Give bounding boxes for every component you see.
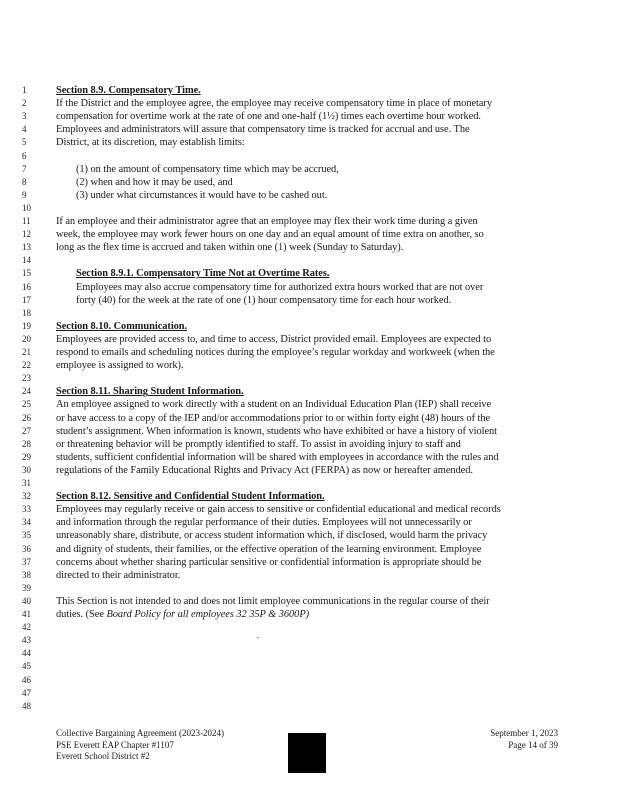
paragraph-line: students, sufficient confidential information will be shared with employees in accordance with the rules and xyxy=(56,451,499,463)
document-line xyxy=(0,215,620,228)
paragraph-line: employee is assigned to work). xyxy=(56,360,184,372)
document-line xyxy=(0,660,620,673)
line-number: 13 xyxy=(22,242,31,253)
document-line xyxy=(0,687,620,700)
document-line xyxy=(0,281,620,294)
policy-reference: Board Policy for all employees 32 35P & 3600P) xyxy=(106,609,310,620)
paragraph-line: Employees are provided access to, and time to access, District provided email. Employees are expected to xyxy=(56,333,492,345)
document-line xyxy=(0,438,620,451)
line-number: 47 xyxy=(22,687,31,698)
document-line xyxy=(0,674,620,687)
document-line xyxy=(0,110,620,123)
section-8-10-heading: Section 8.10. Communication. xyxy=(56,320,188,332)
footer-date: September 1, 2023 xyxy=(490,728,558,738)
footer-left xyxy=(56,728,224,763)
line-number: 2 xyxy=(22,98,27,109)
line-number: 28 xyxy=(22,438,31,449)
line-number: 46 xyxy=(22,674,31,685)
paragraph-line xyxy=(56,608,558,621)
line-number: 37 xyxy=(22,556,31,567)
document-line xyxy=(0,385,620,398)
footer-district: Everett School District #2 xyxy=(56,751,150,761)
document-line xyxy=(0,123,620,136)
list-item: (3) under what circumstances it would have to be cashed out. xyxy=(76,189,328,201)
document-line xyxy=(0,150,620,163)
document-line xyxy=(0,202,620,215)
document-line xyxy=(0,595,620,608)
line-number: 40 xyxy=(22,595,31,606)
paragraph-line: If an employee and their administrator agree that an employee may flex their work time during a given xyxy=(56,216,478,227)
paragraph-line: student’s assignment. When information is known, students who have exhibited or have a history of violent xyxy=(56,425,497,437)
line-number: 7 xyxy=(22,163,27,174)
paragraph-line: Employees and administrators will assure that compensatory time is tracked for accrual and use. The xyxy=(56,124,470,136)
line-number: 1 xyxy=(22,85,27,95)
line-number: 31 xyxy=(22,478,31,488)
document-line xyxy=(0,136,620,149)
paragraph-line: If the District and the employee agree, the employee may receive compensatory time in place of monetary xyxy=(56,98,492,110)
document-line xyxy=(0,503,620,516)
line-number: 10 xyxy=(22,202,31,213)
document-line xyxy=(0,556,620,569)
paragraph-line: long as the flex time is accrued and taken within one (1) week (Sunday to Saturday). xyxy=(56,242,404,254)
section-8-9-heading: Section 8.9. Compensatory Time. xyxy=(56,85,201,96)
list-item: (1) on the amount of compensatory time which may be accrued, xyxy=(76,163,339,175)
line-number: 41 xyxy=(22,609,31,619)
document-line xyxy=(0,621,620,634)
line-number: 4 xyxy=(22,124,27,135)
document-line xyxy=(0,477,620,490)
line-number: 45 xyxy=(22,661,31,672)
line-number: 32 xyxy=(22,491,31,502)
section-8-9-1-heading: Section 8.9.1. Compensatory Time Not at Overtime Rates. xyxy=(76,268,330,280)
line-number: 43 xyxy=(22,635,31,646)
line-number: 25 xyxy=(22,399,31,410)
paragraph-line: regulations of the Family Educational Rights and Privacy Act (FERPA) as now or hereafter amended. xyxy=(56,464,473,476)
line-number: 30 xyxy=(22,464,31,475)
line-number: 35 xyxy=(22,530,31,541)
line-number: 18 xyxy=(22,307,31,318)
document-line xyxy=(0,425,620,438)
line-number: 38 xyxy=(22,569,31,580)
section-8-11-heading: Section 8.11. Sharing Student Information. xyxy=(56,386,244,398)
footer-chapter: PSE Everett EAP Chapter #1107 xyxy=(56,739,174,750)
line-number: 34 xyxy=(22,517,31,528)
document-line xyxy=(0,97,620,110)
line-number: 8 xyxy=(22,176,27,187)
line-number: 16 xyxy=(22,281,31,292)
line-number: 3 xyxy=(22,111,27,122)
line-number: 39 xyxy=(22,582,31,593)
line-number: 22 xyxy=(22,360,31,371)
paragraph-line: week, the employee may work fewer hours on one day and an equal amount of time extra on another, so xyxy=(56,229,484,241)
document-line xyxy=(0,398,620,411)
document-line xyxy=(0,412,620,425)
paragraph-line: compensation for overtime work at the rate of one and one-half (1½) times each overtime hour worked. xyxy=(56,111,481,123)
document-line xyxy=(0,176,620,189)
policy-reference-prefix: duties. (See xyxy=(56,609,107,620)
line-number: 44 xyxy=(22,648,31,659)
paragraph-line: District, at its discretion, may establish limits: xyxy=(56,137,245,149)
line-number: 36 xyxy=(22,543,31,554)
paragraph-line: Employees may regularly receive or gain access to sensitive or confidential educational and medical records xyxy=(56,504,501,516)
line-number: 48 xyxy=(22,700,31,711)
redaction-block xyxy=(288,733,326,773)
paragraph-line: This Section is not intended to and does not limit employee communications in the regular course of their xyxy=(56,595,490,607)
line-number: 29 xyxy=(22,451,31,462)
section-8-12-heading: Section 8.12. Sensitive and Confidential Student Information. xyxy=(56,491,325,503)
document-line xyxy=(0,189,620,202)
document-line xyxy=(0,84,620,97)
line-number: 20 xyxy=(22,333,31,344)
line-number: 23 xyxy=(22,373,31,384)
document-line xyxy=(0,582,620,595)
paragraph-line: and information through the regular performance of their duties. Employees will not unnecessarily or xyxy=(56,517,472,529)
paragraph-line: respond to emails and scheduling notices during the employee’s regular workday and workweek (when the xyxy=(56,347,495,358)
line-number: 12 xyxy=(22,229,31,240)
footer-right xyxy=(490,728,558,751)
line-number: 15 xyxy=(22,268,31,279)
paragraph-line: An employee assigned to work directly with a student on an Individual Education Plan (IEP) shall receive xyxy=(56,399,492,411)
paragraph-line: Employees may also accrue compensatory time for authorized extra hours worked that are not over xyxy=(76,281,484,293)
document-line xyxy=(0,241,620,254)
footer-page-number: Page 14 of 39 xyxy=(508,739,558,750)
document-line xyxy=(0,346,620,359)
document-line xyxy=(0,333,620,346)
line-number: 33 xyxy=(22,504,31,515)
list-item: (2) when and how it may be used, and xyxy=(76,176,233,188)
document-line xyxy=(0,543,620,556)
paragraph-line: and dignity of students, their families, or the effective operation of the learning environment. Employee xyxy=(56,543,482,555)
document-line xyxy=(0,267,620,280)
document-line xyxy=(0,320,620,333)
document-line xyxy=(0,569,620,582)
line-number: 27 xyxy=(22,425,31,436)
document-line xyxy=(0,451,620,464)
document-line xyxy=(0,163,620,176)
document-line xyxy=(0,228,620,241)
document-line xyxy=(0,634,620,647)
line-number: 42 xyxy=(22,622,31,633)
document-line xyxy=(0,294,620,307)
document-line xyxy=(0,307,620,320)
paragraph-line: concerns about whether sharing particular sensitive or confidential information is appropriate should be xyxy=(56,556,482,568)
document-line xyxy=(0,529,620,542)
document-line xyxy=(0,254,620,267)
document-line xyxy=(0,608,620,621)
line-number: 26 xyxy=(22,412,31,423)
line-number: 19 xyxy=(22,320,31,331)
line-number: 9 xyxy=(22,189,27,200)
line-number: 11 xyxy=(22,216,31,226)
line-number: 14 xyxy=(22,255,31,266)
paragraph-line: directed to their administrator. xyxy=(56,569,181,581)
scan-speck xyxy=(257,637,259,638)
document-line xyxy=(0,464,620,477)
document-line xyxy=(0,490,620,503)
paragraph-line: unreasonably share, distribute, or access student information which, if disclosed, would harm the privacy xyxy=(56,530,488,542)
line-number: 17 xyxy=(22,294,31,305)
paragraph-line: or threatening behavior will be promptly identified to staff. To assist in avoiding injury to staff and xyxy=(56,438,461,450)
document-line xyxy=(0,516,620,529)
document-line xyxy=(0,359,620,372)
document-line xyxy=(0,647,620,660)
footer-agreement-title: Collective Bargaining Agreement (2023-2024) xyxy=(56,728,225,738)
document-line xyxy=(0,700,620,713)
paragraph-line: or have access to a copy of the IEP and/or accommodations prior to or within forty eight (48) hours of the xyxy=(56,412,491,424)
paragraph-line: forty (40) for the week at the rate of one (1) hour compensatory time for each hour worked. xyxy=(76,294,452,306)
line-number: 5 xyxy=(22,137,27,148)
line-number: 24 xyxy=(22,386,31,397)
document-line xyxy=(0,372,620,385)
line-number: 21 xyxy=(22,347,31,357)
line-number: 6 xyxy=(22,150,27,161)
